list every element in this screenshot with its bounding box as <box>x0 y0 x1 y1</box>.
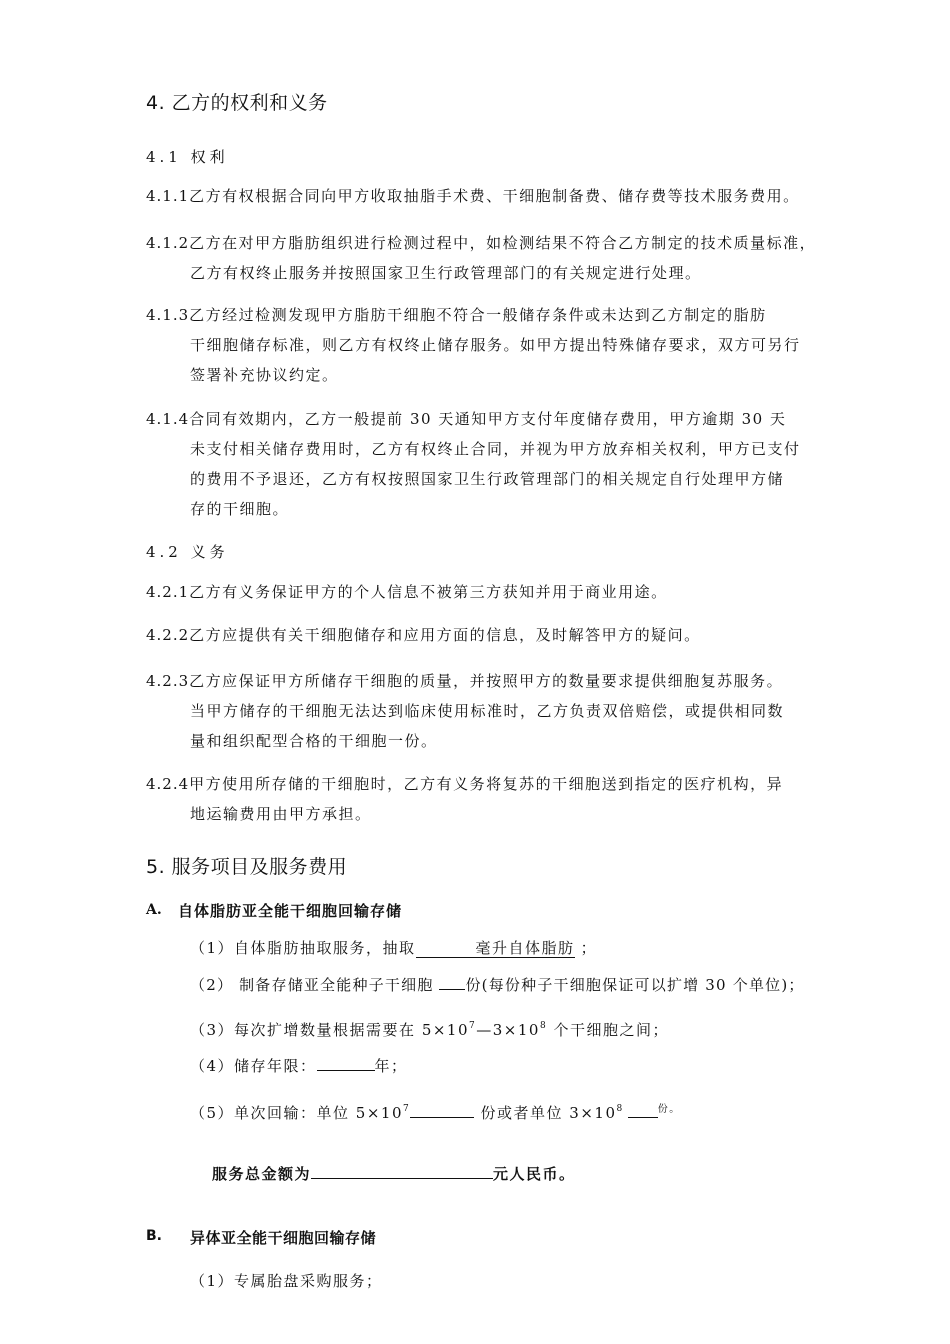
clause-number: 4.1.2 <box>146 234 190 252</box>
item-b-label: B. <box>146 1228 162 1244</box>
item-text: （3）每次扩增数量根据需要在 5×10 <box>190 1021 470 1039</box>
clause-line: 甲方使用所存储的干细胞时，乙方有义务将复苏的干细胞送到指定的医疗机构，异 <box>189 775 784 793</box>
clause-line: 乙方应保证甲方所储存干细胞的质量，并按照甲方的数量要求提供细胞复苏服务。 <box>189 672 784 690</box>
clause-4-2-2 <box>146 620 701 650</box>
item-text: 年； <box>374 1057 408 1075</box>
clause-number: 4.1.1 <box>146 187 190 205</box>
clause-number: 4.1.4 <box>146 410 190 428</box>
fill-in-field-unit-b[interactable] <box>628 1099 658 1118</box>
rights-heading: 4.1 权利 <box>146 148 229 166</box>
clause-4-2-4 <box>146 769 783 829</box>
fill-in-field-portions[interactable] <box>439 971 465 990</box>
clause-line: 乙方在对甲方脂肪组织进行检测过程中，如检测结果不符合乙方制定的技术质量标准， <box>189 234 817 252</box>
item-a-5 <box>190 1094 681 1128</box>
clause-line: 当甲方储存的干细胞无法达到临床使用标准时，乙方负责双倍赔偿，或提供相同数 <box>190 702 785 720</box>
item-b-title: 异体亚全能干细胞回输存储 <box>190 1229 377 1247</box>
fill-in-field-unit-a[interactable] <box>410 1099 474 1118</box>
exponent: 7 <box>403 1104 411 1114</box>
clause-line: 的费用不予退还，乙方有权按照国家卫生行政管理部门的相关规定自行处理甲方储 <box>190 470 785 488</box>
clause-line: 乙方经过检测发现甲方脂肪干细胞不符合一般储存条件或未达到乙方制定的脂肪 <box>189 306 767 324</box>
duties-heading: 4.2 义务 <box>146 543 229 561</box>
clause-4-1-1 <box>146 181 800 211</box>
clause-line: 乙方有义务保证甲方的个人信息不被第三方获知并用于商业用途。 <box>189 583 668 601</box>
clause-line: 合同有效期内，乙方一般提前 30 天通知甲方支付年度储存费用，甲方逾期 30 天 <box>189 410 787 428</box>
clause-4-1-4 <box>146 404 801 524</box>
exponent: 8 <box>539 1021 548 1031</box>
item-a-label: A. <box>146 902 162 918</box>
total-suffix: 元人民币。 <box>493 1165 576 1183</box>
item-text: —3×10 <box>476 1021 540 1039</box>
clause-4-2-1 <box>146 577 668 607</box>
clause-line: 乙方有权根据合同向甲方收取抽脂手术费、干细胞制备费、储存费等技术服务费用。 <box>189 187 800 205</box>
clause-line: 干细胞储存标准，则乙方有权终止储存服务。如甲方提出特殊储存要求，双方可另行 <box>190 336 801 354</box>
clause-line: 量和组织配型合格的干细胞一份。 <box>190 732 438 750</box>
item-text: （4）储存年限： <box>190 1057 317 1075</box>
clause-line: 未支付相关储存费用时，乙方有权终止合同，并视为甲方放弃相关权利，甲方已支付 <box>190 440 801 458</box>
exponent: 8 <box>616 1104 624 1114</box>
clause-4-1-2 <box>146 228 816 288</box>
clause-number: 4.2.2 <box>146 626 190 644</box>
item-text: （5）单次回输：单位 5×10 <box>190 1104 404 1122</box>
clause-line: 乙方有权终止服务并按照国家卫生行政管理部门的有关规定进行处理。 <box>190 264 702 282</box>
item-a-3 <box>190 1011 669 1045</box>
item-text: （2） 制备存储亚全能种子干细胞 <box>190 976 440 994</box>
clause-number: 4.2.4 <box>146 775 190 793</box>
total-label: 服务总金额为 <box>212 1165 312 1183</box>
item-b-1: （1）专属胎盘采购服务； <box>190 1272 383 1290</box>
item-text: 份(每份种子干细胞保证可以扩增 30 个单位)； <box>465 976 805 994</box>
clause-4-2-3 <box>146 666 784 756</box>
item-text: ； <box>580 939 598 957</box>
clause-line: 签署补充协议约定。 <box>190 366 339 384</box>
clause-line: 乙方应提供有关干细胞储存和应用方面的信息，及时解答甲方的疑问。 <box>189 626 701 644</box>
item-a-1 <box>190 933 597 963</box>
fill-in-field-years[interactable] <box>317 1052 375 1071</box>
item-text: 份。 <box>657 1104 681 1115</box>
item-a-title: 自体脂肪亚全能干细胞回输存储 <box>178 902 403 920</box>
total-amount <box>212 1160 576 1186</box>
fill-in-field-ml[interactable]: 毫升自体脂肪 <box>416 939 575 958</box>
clause-number: 4.1.3 <box>146 306 190 324</box>
item-a-4 <box>190 1051 408 1081</box>
item-a-2 <box>190 970 805 1000</box>
clause-line: 地运输费用由甲方承担。 <box>190 805 372 823</box>
item-text: （1）自体脂肪抽取服务，抽取 <box>190 939 416 957</box>
section5-title: 5. 服务项目及服务费用 <box>146 856 348 878</box>
clause-number: 4.2.3 <box>146 672 190 690</box>
clause-line: 存的干细胞。 <box>190 500 290 518</box>
clause-number: 4.2.1 <box>146 583 190 601</box>
item-text: 个干细胞之间； <box>547 1021 669 1039</box>
fill-in-field-total[interactable] <box>311 1160 493 1179</box>
clause-4-1-3 <box>146 300 801 390</box>
section4-title: 4. 乙方的权利和义务 <box>146 92 328 114</box>
item-text: 份或者单位 3×10 <box>474 1104 617 1122</box>
exponent: 7 <box>469 1021 477 1031</box>
